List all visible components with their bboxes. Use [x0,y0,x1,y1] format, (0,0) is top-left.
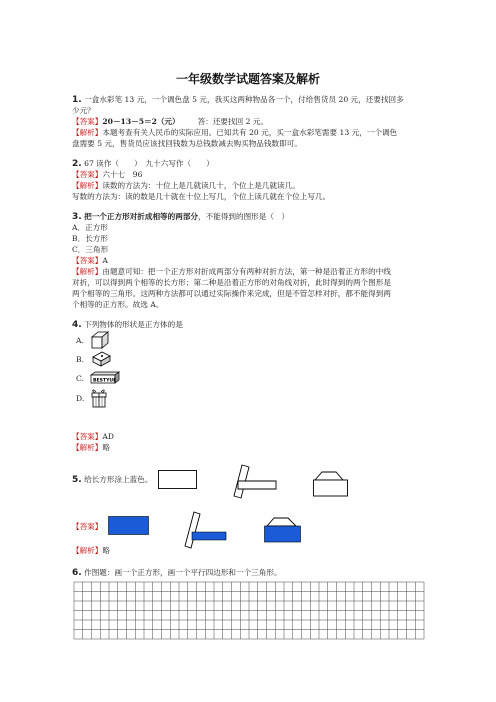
q4-analysis [72,443,424,453]
q1-analysis-line2: 盘需要 5 元，售货员应该找回钱数为总钱数减去购买物品钱数即可。 [72,139,302,148]
q5-answer-house [262,516,304,544]
q1-stem-line1 [72,95,424,105]
q5-answer-rectangle [108,516,150,536]
q1-answer-text: 20－13－5＝2（元） [102,117,180,126]
q4-answer-text: AD [102,432,114,441]
q4-number: 4. [72,320,82,330]
cube-drawing [90,331,110,349]
q2-answer [72,170,424,180]
q4-answer [72,432,424,442]
answer-tag: 【答案】 [72,432,103,441]
q2-analysis-line1 [72,181,424,191]
analysis-tag: 【解析】 [72,443,103,452]
q1-analysis-line1 [72,128,424,138]
q1-analysis-text: 本题考查有关人民币的实际应用。已知共有 20 元，买一盒水彩笔需要 13 元，一个调色 [102,128,398,137]
q2-analysis-text: 读数的方法为：十位上是几就读几十，个位上是几就读几。 [102,181,300,190]
q1-answer-note: 答：还要找回 2 元。 [197,117,269,126]
q5-crossed-rectangles-shape [228,463,278,501]
q5-house-shape [310,470,350,498]
q3-analysis-line2: 对折，可以得到两个相等的长方形；第二种是沿着正方形的对角线对折，此时得到的两个图形是 [72,278,391,287]
q4-option-c: C. [76,374,84,383]
q5-analysis-text: 略 [102,546,110,555]
page-title: 一年级数学试题答案及解析 [175,72,320,86]
q3-stem [72,212,424,222]
q3-answer-text: A [102,256,108,265]
q6-stem [72,568,424,578]
q5-analysis [72,546,424,556]
analysis-tag: 【解析】 [72,546,103,555]
analysis-tag: 【解析】 [72,181,103,190]
q6-stem-text: 作图题：画一个正方形，画一个平行四边形和一个三角形。 [84,568,282,577]
q3-stem-bold: 把一个正方形对折成相等的两部分 [84,212,199,221]
q6-drawing-grid [74,582,426,640]
q3-analysis-line4: 个相等的正方形。故选 A。 [72,300,164,309]
q4-option-a: A. [76,336,84,345]
gift-box-drawing [90,388,108,408]
answer-tag: 【答案】 [72,117,103,126]
q4-analysis-text: 略 [102,443,110,452]
q3-analysis-text: 由题意可知：把一个正方形对折成两部分有两种对折方法，第一种是沿着正方形的中线 [102,267,391,276]
answer-tag: 【答案】 [72,170,103,179]
q3-number: 3. [72,212,82,222]
q1-stem-line2: 少元？ [72,106,95,115]
q3-answer [72,256,424,266]
analysis-tag: 【解析】 [72,128,103,137]
answer-tag: 【答案】 [72,522,103,531]
q2-number: 2. [72,159,82,169]
q3-analysis-line1 [72,267,424,277]
q3-analysis-line3: 两个相等的三角形。这两种方法都可以通过实际操作来完成，但是不管怎样对折，都不能得到两 [72,289,391,298]
q3-stem-rest: ，不能得到的图形是（ ） [198,212,290,221]
q1-number: 1. [72,95,82,105]
analysis-tag: 【解析】 [72,267,103,276]
box-drawing [90,371,120,384]
q1-stem-text: 一盒水彩笔 13 元，一个调色盘 5 元，我买这两种物品各一个，付给售货员 20 元，还要找回多 [84,95,404,104]
answer-tag: 【答案】 [72,256,103,265]
q5-number: 5. [72,475,82,485]
q4-option-b: B. [76,355,84,364]
q3-option-c: C．三角形 [72,245,109,254]
q2-analysis-line2: 写数的方法为：读的数是几十就在十位上写几，个位上读几就在个位上写几。 [72,192,331,201]
q3-option-a: A．正方形 [72,223,108,232]
q2-answer-text: 六十七 96 [102,170,143,179]
q4-stem-text: 下列物体的形状是正方体的是 [84,320,183,329]
q5-stem [72,475,162,485]
q4-stem [72,320,424,330]
q5-stem-text: 给长方形涂上蓝色。 [84,475,153,484]
q4-option-d: D. [76,394,85,403]
q2-stem [72,159,424,169]
q3-option-b: B．长方形 [72,234,108,243]
box-brand-text: BESTYUE [93,378,117,384]
q5-answer [72,522,112,532]
q5-rectangle-shape [158,470,198,490]
q1-answer [72,117,424,127]
q6-number: 6. [72,568,82,578]
q2-stem-text: 67 读作（ ） 九十六写作（ ） [84,159,214,168]
dice-drawing [90,351,112,367]
